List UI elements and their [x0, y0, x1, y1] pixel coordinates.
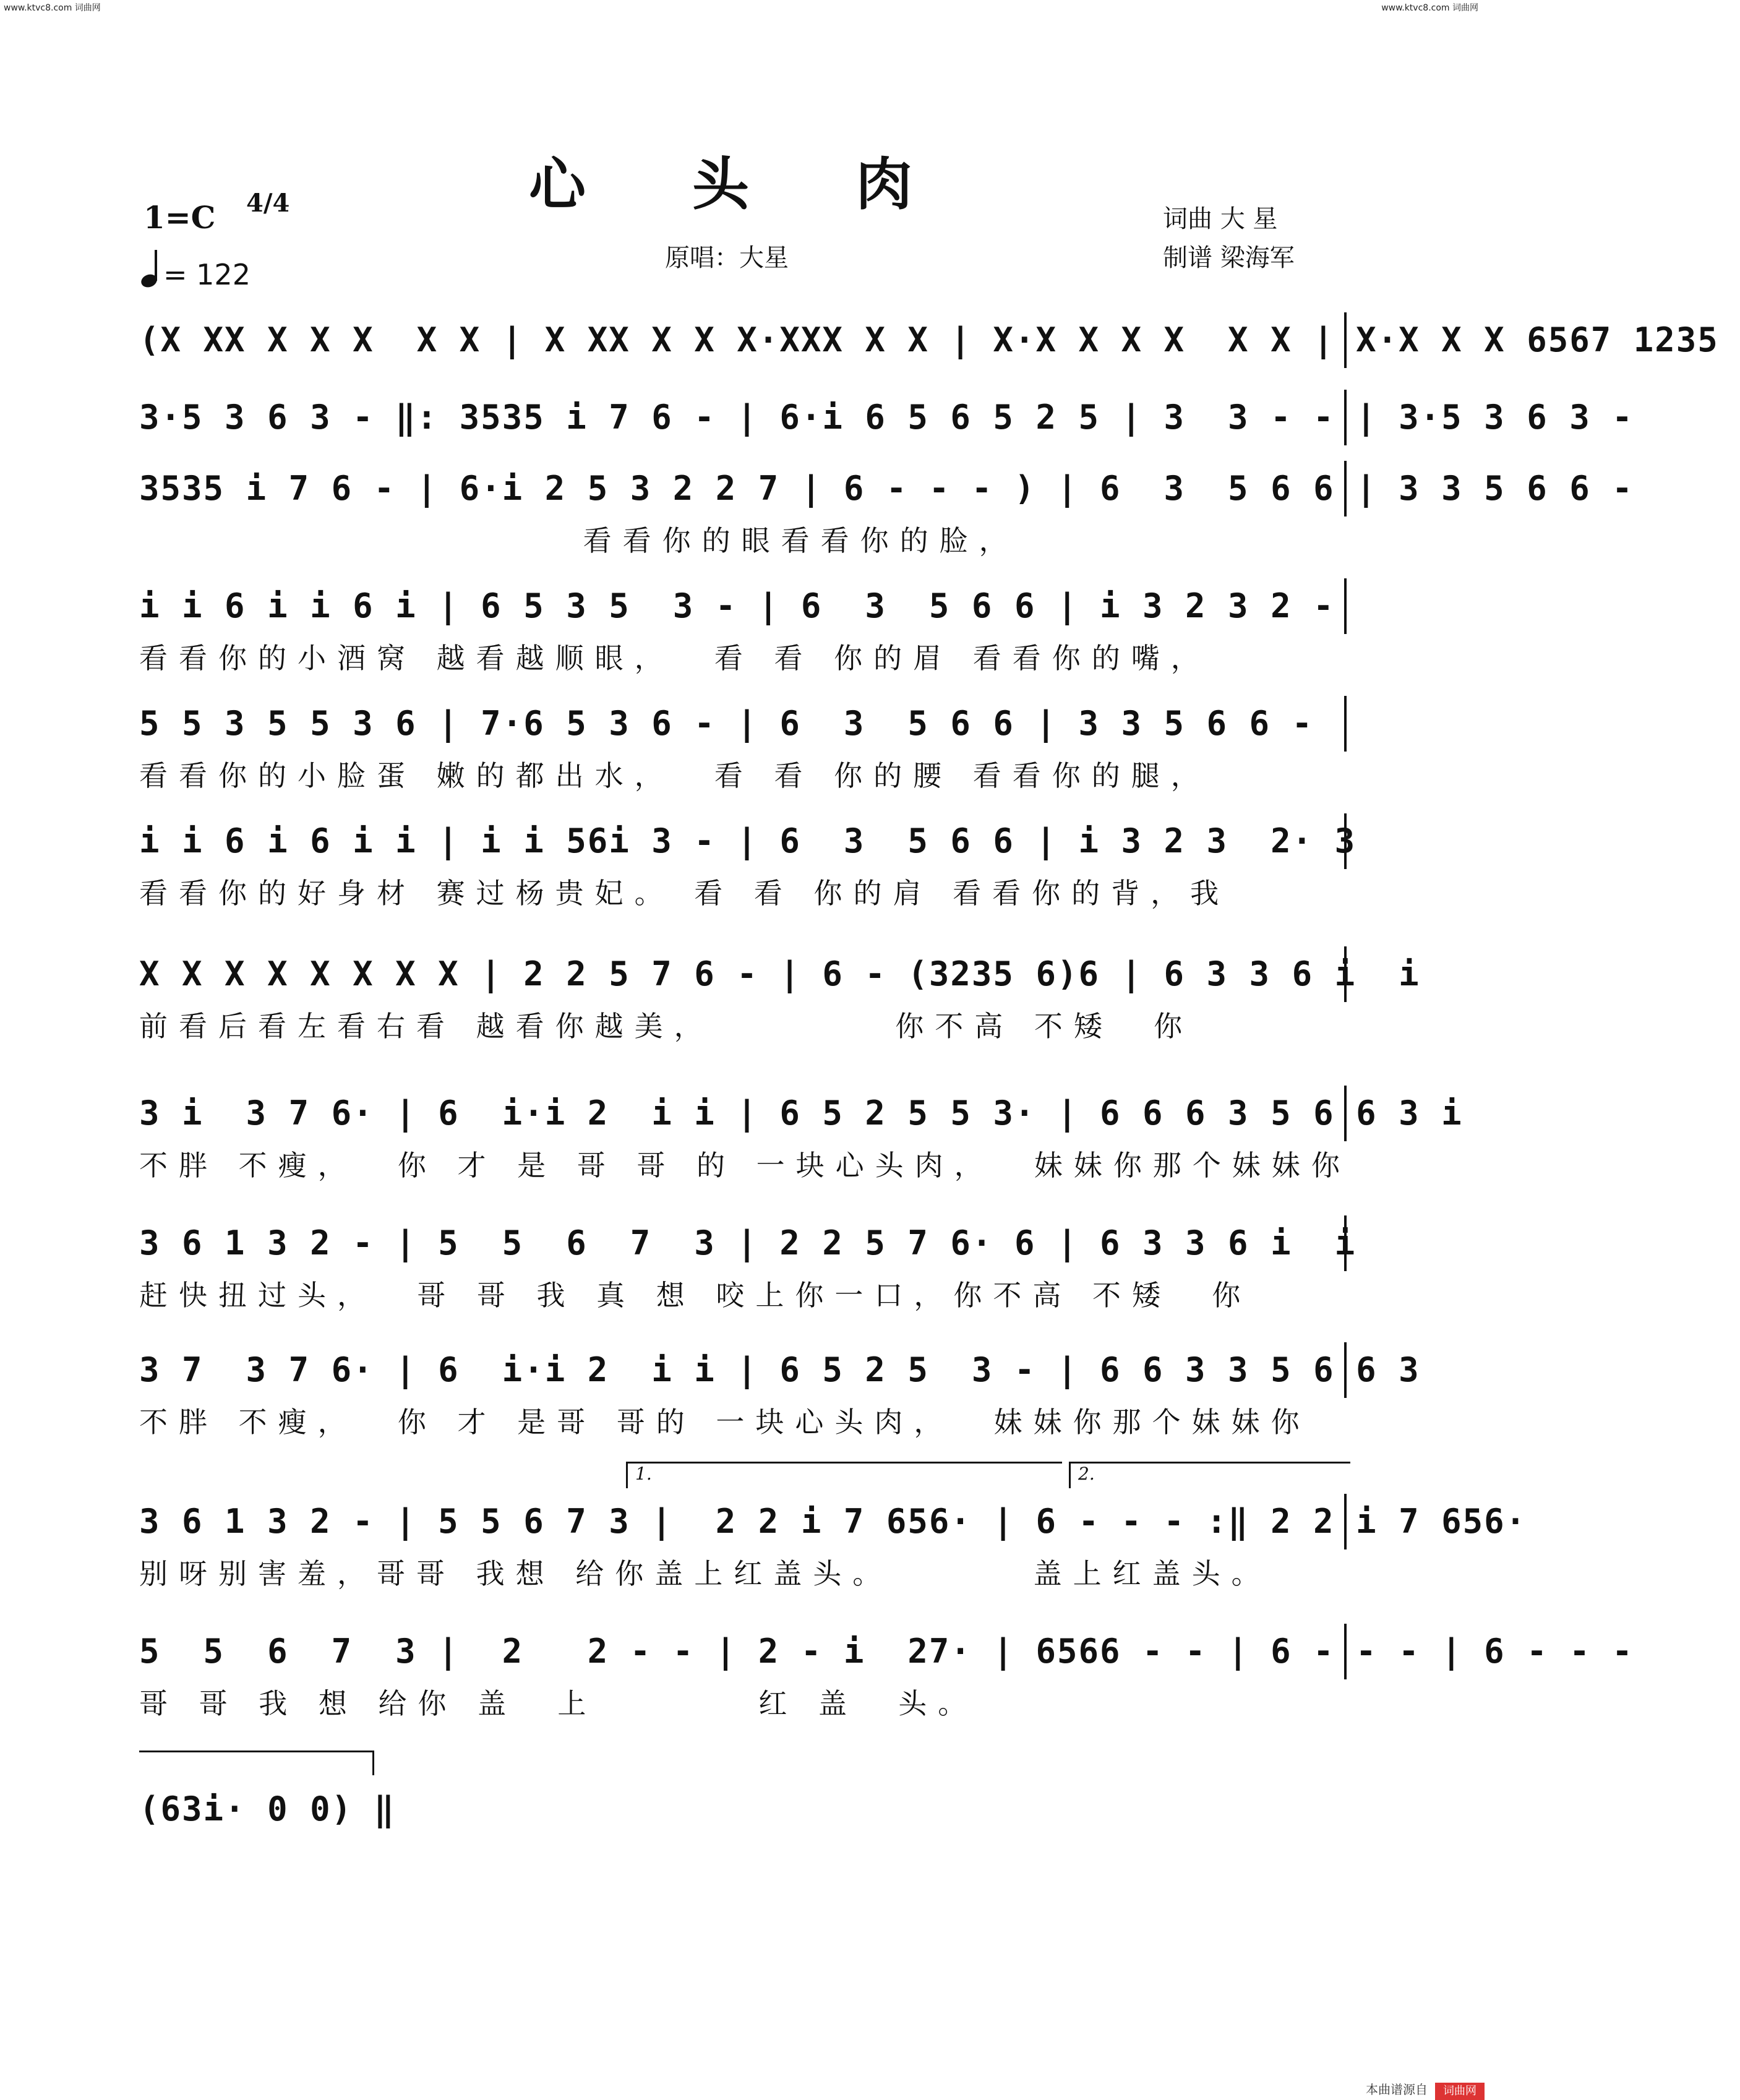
notation-line: 5 5 3 5 5 3 6 | 7·6 5 3 6 - | 6 3 5 6 6 | 3 3 5 6 6 - — [139, 696, 1347, 752]
volta-first-label: 1. — [635, 1464, 652, 1484]
music-system-9 — [139, 1215, 1378, 1317]
original-singer: 原唱：大星 — [665, 244, 789, 272]
notation-line: (63i· 0 0) ‖ — [139, 1789, 396, 1828]
lyrics-line: 看看你的小脸蛋 嫩的都出水， 看 看 你的腰 看看你的腿， — [139, 759, 1211, 792]
lyrics-line: 不胖 不瘦， 你 才 是 哥 哥 的 一块心头肉， 妹妹你那个妹妹你 — [139, 1149, 1351, 1182]
music-system-8 — [139, 1086, 1485, 1187]
notation-line: i i 6 i i 6 i | 6 5 3 5 3 - | 6 3 5 6 6 | i 3 2 3 2 - — [139, 578, 1347, 634]
notation-line: X X X X X X X X | 2 2 5 7 6 - | 6 - (3235 6)6 | 6 3 3 6 i i — [139, 946, 1347, 1002]
music-system-1 — [139, 312, 1740, 368]
lyrics-line: 别呀别害羞，哥哥 我想 给你盖上红盖头。 盖上红盖头。 — [139, 1557, 1271, 1590]
credit-lyrics-music: 词曲 大 星 — [1163, 205, 1278, 233]
coda-bracket — [139, 1751, 374, 1752]
header-url-right[interactable]: www.ktvc8.com 词曲网 — [1381, 3, 1478, 13]
music-system-11 — [139, 1494, 1548, 1595]
volta-second-label: 2. — [1078, 1464, 1095, 1484]
notation-line: 3 i 3 7 6· | 6 i·i 2 i i | 6 5 2 5 5 3· | 6 6 6 3 5 6 6 3 i — [139, 1086, 1347, 1141]
lyrics-line: 不胖 不瘦， 你 才 是哥 哥的 一块心头肉， 妹妹你那个妹妹你 — [139, 1405, 1311, 1439]
tempo-value: = 122 — [163, 258, 251, 291]
lyrics-line: 前看后看左看右看 越看你越美， 你不高 不矮 你 — [139, 1009, 1194, 1043]
music-system-6 — [139, 813, 1378, 915]
music-system-7 — [139, 946, 1442, 1048]
time-signature-text: 4/4 — [246, 189, 290, 218]
lyrics-line: 看看你的好身材 赛过杨贵妃。 看 看 你的肩 看看你的背，我 — [139, 876, 1230, 910]
footer-source-text: 本曲谱源自 — [1366, 2082, 1428, 2097]
notation-line: 3 6 1 3 2 - | 5 5 6 7 3 | 2 2 5 7 6· 6 | 6 3 3 6 i i — [139, 1215, 1347, 1271]
notation-line: 5 5 6 7 3 | 2 2 - - | 2 - i 27· | 6566 - - | 6 - - - | 6 - - - — [139, 1624, 1347, 1679]
credit-arranged: 制谱 梁海军 — [1163, 244, 1295, 272]
music-system-2 — [139, 390, 1655, 445]
notation-line: 3 7 3 7 6· | 6 i·i 2 i i | 6 5 2 5 3 - | 6 6 3 3 5 6 6 3 — [139, 1342, 1347, 1398]
music-system-10 — [139, 1342, 1442, 1444]
volta-first-ending — [626, 1462, 1062, 1488]
notation-line: 3·5 3 6 3 - ‖: 3535 i 7 6 - | 6·i 6 5 6 5 2 5 | 3 3 - - | 3·5 3 6 3 - — [139, 390, 1347, 445]
key-signature: 1=C — [144, 199, 216, 236]
coda-bracket-tick — [372, 1751, 374, 1775]
header-url-left[interactable]: www.ktvc8.com 词曲网 — [4, 3, 101, 13]
tempo-marking — [141, 254, 251, 291]
lyrics-line: 看看你的眼看看你的脸， — [139, 524, 1019, 557]
music-system-13 — [139, 1781, 396, 1837]
notation-line: 3 6 1 3 2 - | 5 5 6 7 3 | 2 2 i 7 656· | 6 - - - :‖ 2 2 i 7 656· — [139, 1494, 1347, 1549]
lyrics-line: 赶快扭过头， 哥 哥 我 真 想 咬上你一口，你不高 不矮 你 — [139, 1279, 1252, 1312]
footer-site-badge[interactable]: 词曲网 — [1435, 2083, 1485, 2100]
note-stem-icon — [155, 250, 157, 281]
notation-line: 3535 i 7 6 - | 6·i 2 5 3 2 2 7 | 6 - - - ) | 6 3 5 6 6 | 3 3 5 6 6 - — [139, 461, 1347, 516]
music-system-4 — [139, 578, 1356, 680]
lyrics-line: 哥 哥 我 想 给你 盖 上 红 盖 头。 — [139, 1687, 978, 1720]
lyrics-line: 看看你的小酒窝 越看越顺眼， 看 看 你的眉 看看你的嘴， — [139, 641, 1211, 675]
notation-line: (X XX X X X X X | X XX X X X·XXX X X | X·X X X X X X | X·X X X 6567 1235 — [139, 312, 1347, 368]
time-signature — [246, 189, 290, 218]
music-system-3 — [139, 461, 1655, 562]
music-system-12 — [139, 1624, 1655, 1725]
volta-second-ending — [1069, 1462, 1350, 1488]
song-title: 心 头 肉 — [528, 151, 956, 218]
notation-line: i i 6 i 6 i i | i i 56i 3 - | 6 3 5 6 6 | i 3 2 3 2· 3 — [139, 813, 1347, 869]
music-system-5 — [139, 696, 1347, 797]
